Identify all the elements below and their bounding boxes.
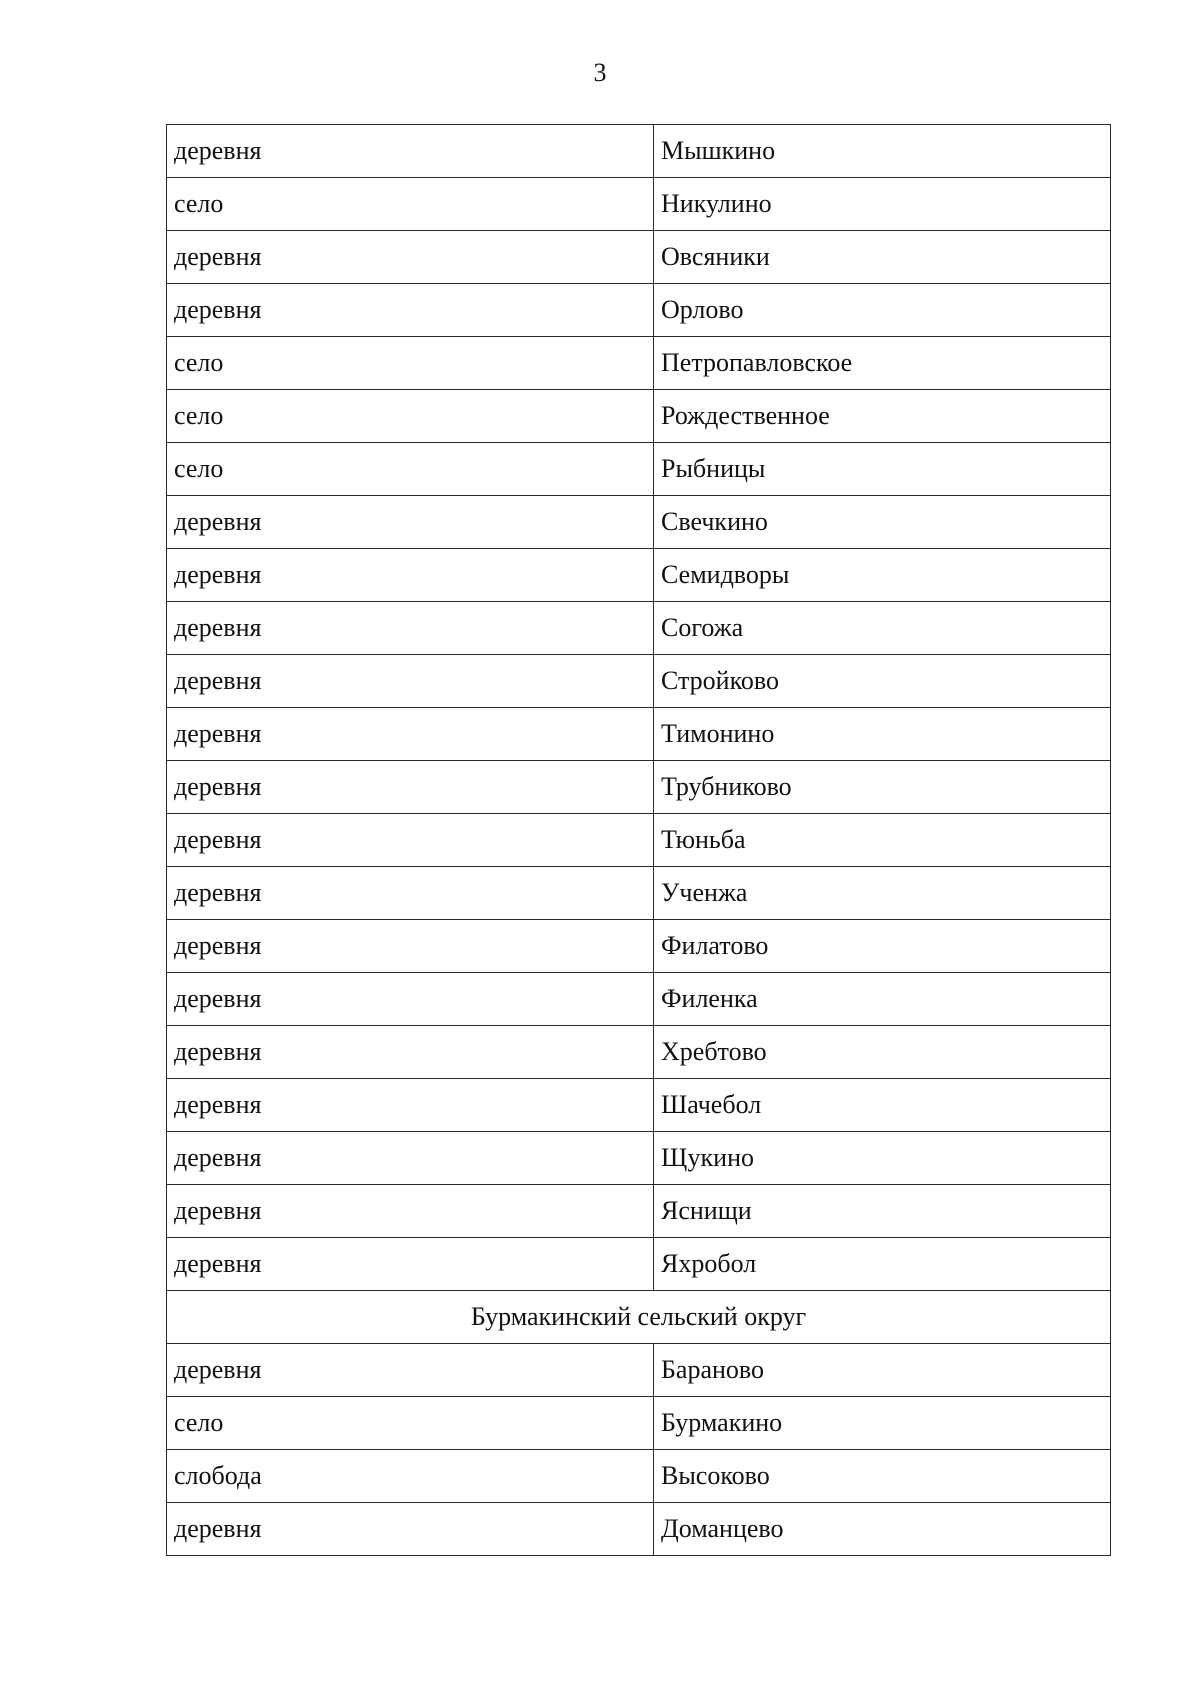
settlement-name-cell: Бараново <box>654 1344 1111 1397</box>
table-row <box>167 973 1111 1026</box>
table-row <box>167 284 1111 337</box>
settlement-type-cell: село <box>167 443 654 496</box>
settlement-name-cell: Яснищи <box>654 1185 1111 1238</box>
settlement-name-cell: Семидворы <box>654 549 1111 602</box>
table-row <box>167 761 1111 814</box>
settlement-type-cell: деревня <box>167 549 654 602</box>
section-header-row <box>167 1291 1111 1344</box>
table-row <box>167 1503 1111 1556</box>
settlement-name-cell: Ученжа <box>654 867 1111 920</box>
settlement-type-cell: село <box>167 337 654 390</box>
table-row <box>167 867 1111 920</box>
table-row <box>167 1026 1111 1079</box>
table-row <box>167 549 1111 602</box>
settlement-type-cell: село <box>167 390 654 443</box>
settlement-name-cell: Свечкино <box>654 496 1111 549</box>
page-number: 3 <box>593 58 607 87</box>
settlement-type-cell: деревня <box>167 125 654 178</box>
settlement-name-cell: Никулино <box>654 178 1111 231</box>
table-row <box>167 708 1111 761</box>
table-row <box>167 125 1111 178</box>
table-row <box>167 602 1111 655</box>
table-row <box>167 390 1111 443</box>
settlements-table <box>166 124 1111 1556</box>
table-row <box>167 496 1111 549</box>
settlement-type-cell: деревня <box>167 655 654 708</box>
section-heading: Бурмакинский сельский округ <box>167 1291 1111 1344</box>
settlement-name-cell: Яхробол <box>654 1238 1111 1291</box>
table-row <box>167 231 1111 284</box>
settlement-type-cell: деревня <box>167 973 654 1026</box>
settlement-name-cell: Высоково <box>654 1450 1111 1503</box>
settlement-type-cell: деревня <box>167 814 654 867</box>
table-row <box>167 1185 1111 1238</box>
table-row <box>167 443 1111 496</box>
settlement-type-cell: деревня <box>167 231 654 284</box>
settlement-type-cell: деревня <box>167 867 654 920</box>
settlement-name-cell: Орлово <box>654 284 1111 337</box>
table-row <box>167 1132 1111 1185</box>
settlement-type-cell: село <box>167 178 654 231</box>
settlement-name-cell: Рождественное <box>654 390 1111 443</box>
settlement-type-cell: деревня <box>167 1503 654 1556</box>
settlement-type-cell: деревня <box>167 1238 654 1291</box>
settlement-type-cell: деревня <box>167 761 654 814</box>
table-row <box>167 920 1111 973</box>
settlement-type-cell: деревня <box>167 1079 654 1132</box>
settlement-name-cell: Стройково <box>654 655 1111 708</box>
settlement-name-cell: Мышкино <box>654 125 1111 178</box>
table-row <box>167 1344 1111 1397</box>
settlement-type-cell: деревня <box>167 920 654 973</box>
settlement-name-cell: Овсяники <box>654 231 1111 284</box>
settlement-name-cell: Петропавловское <box>654 337 1111 390</box>
table-row <box>167 814 1111 867</box>
settlement-type-cell: село <box>167 1397 654 1450</box>
settlement-type-cell: деревня <box>167 1026 654 1079</box>
table-row <box>167 1397 1111 1450</box>
settlement-name-cell: Бурмакино <box>654 1397 1111 1450</box>
table-row <box>167 655 1111 708</box>
settlement-name-cell: Филенка <box>654 973 1111 1026</box>
settlement-name-cell: Доманцево <box>654 1503 1111 1556</box>
settlement-name-cell: Рыбницы <box>654 443 1111 496</box>
table-row <box>167 1450 1111 1503</box>
settlement-type-cell: деревня <box>167 602 654 655</box>
settlement-type-cell: деревня <box>167 1132 654 1185</box>
settlement-type-cell: деревня <box>167 496 654 549</box>
settlement-type-cell: слобода <box>167 1450 654 1503</box>
table-row <box>167 337 1111 390</box>
settlement-name-cell: Тимонино <box>654 708 1111 761</box>
settlement-type-cell: деревня <box>167 1185 654 1238</box>
table-row <box>167 1079 1111 1132</box>
settlement-type-cell: деревня <box>167 708 654 761</box>
table-row <box>167 178 1111 231</box>
settlement-type-cell: деревня <box>167 1344 654 1397</box>
settlement-name-cell: Тюньба <box>654 814 1111 867</box>
settlement-name-cell: Шачебол <box>654 1079 1111 1132</box>
settlement-type-cell: деревня <box>167 284 654 337</box>
settlement-name-cell: Согожа <box>654 602 1111 655</box>
settlement-name-cell: Хребтово <box>654 1026 1111 1079</box>
table-row <box>167 1238 1111 1291</box>
settlement-name-cell: Трубниково <box>654 761 1111 814</box>
settlement-name-cell: Филатово <box>654 920 1111 973</box>
settlement-name-cell: Щукино <box>654 1132 1111 1185</box>
